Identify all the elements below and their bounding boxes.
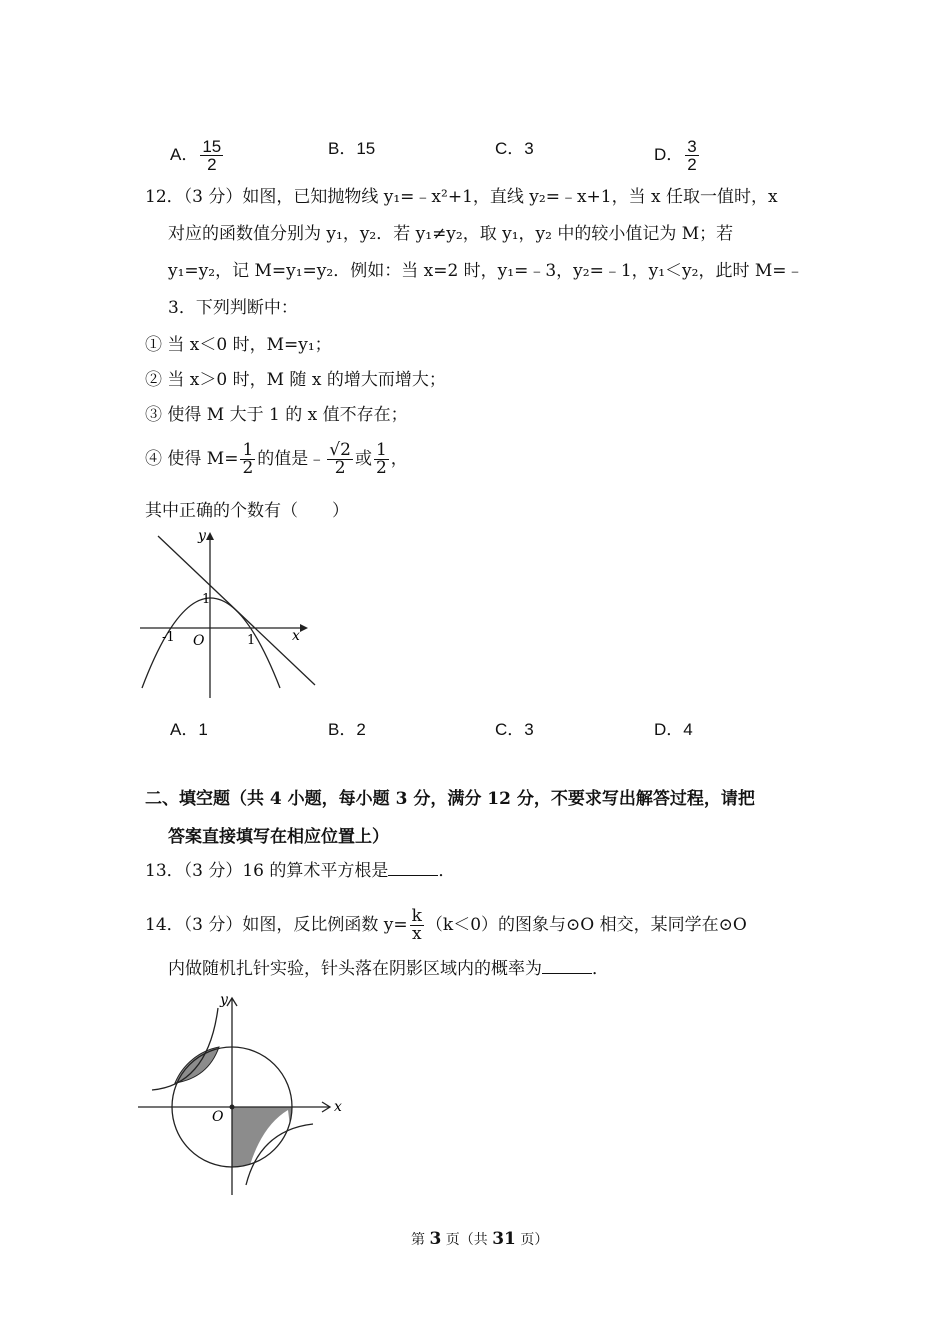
label-y: y (198, 528, 206, 544)
q12-option-c: C．3 (495, 720, 534, 739)
q12-item-1: ① 当 x＜0 时，M=y₁； (145, 335, 332, 355)
q12-option-b: B．2 (328, 720, 366, 739)
q11-option-a: A． $\frac{15}{2}$ (170, 137, 222, 174)
q12-item-3: ③ 使得 M 大于 1 的 x 值不存在； (145, 405, 408, 425)
label-neg-one: -1 (162, 630, 175, 645)
page-footer: 第 3 页（共 31 页） (411, 1229, 549, 1249)
fraction: $\frac{1}{2}$ (242, 440, 254, 478)
label-y-one: 1 (202, 592, 211, 607)
q12-question: 其中正确的个数有（ ） (145, 501, 349, 521)
label-x-one: 1 (247, 633, 256, 648)
section-2-heading: 二、填空题（共 4 小题，每小题 3 分，满分 12 分，不要求写出解答过程，请把 (145, 789, 755, 809)
origin-dot (230, 1105, 235, 1110)
shaded-region-top-left (175, 1047, 219, 1083)
q12-option-a: A．1 (170, 720, 208, 739)
q12-line-1: 12．（3 分）如图，已知抛物线 y₁=﹣x²+1，直线 y₂=﹣x+1，当 x 任取一值时，x (145, 187, 778, 207)
q12-option-d: D．4 (654, 720, 693, 739)
q12-item-2: ② 当 x＞0 时，M 随 x 的增大而增大； (145, 370, 446, 390)
answer-blank (388, 861, 438, 876)
q12-line-4: 3．下列判断中： (168, 298, 298, 318)
q12-item-4: ④ 使得 M= $\frac{1}{2}$ 的值是﹣ $\frac{√2}{2}$ 或 $\frac{1}{2}$ ， (145, 440, 408, 478)
y-axis-arrow (206, 532, 214, 540)
q11-option-d: D． $\frac{3}{2}$ (654, 137, 697, 174)
label-y: y (220, 992, 228, 1008)
line-y2 (158, 536, 315, 685)
answer-blank (542, 959, 592, 974)
label-x: x (292, 628, 300, 644)
label-origin: O (212, 1109, 224, 1125)
parabola-line-graph (140, 528, 320, 700)
x-axis-arrow (300, 624, 308, 632)
fraction: $\frac{15}{2}$ (202, 137, 222, 174)
section-2-heading-cont: 答案直接填写在相应位置上） (168, 827, 389, 847)
q12-line-3: y₁=y₂，记 M=y₁=y₂．例如：当 x=2 时，y₁=﹣3，y₂=﹣1，y₁＜y₂，此时 M=﹣ (168, 261, 804, 281)
q11-option-c: C．3 (495, 139, 534, 158)
fraction: $\frac{k}{x}$ (411, 906, 422, 944)
fraction: $\frac{√2}{2}$ (329, 440, 351, 478)
fraction: $\frac{3}{2}$ (687, 137, 697, 174)
circle-hyperbola-graph (138, 990, 353, 1200)
fraction: $\frac{1}{2}$ (375, 440, 387, 478)
q12-line-2: 对应的函数值分别为 y₁，y₂．若 y₁≠y₂，取 y₁，y₂ 中的较小值记为 M；若 (168, 224, 734, 244)
q14-line-1: 14．（3 分）如图，反比例函数 y= $\frac{k}{x}$ （k＜0）的图象与⊙O 相交，某同学在⊙O (145, 906, 747, 944)
q14-line-2: 内做随机扎针实验，针头落在阴影区域内的概率为 ． (168, 959, 609, 979)
q11-option-b: B．15 (328, 139, 376, 158)
label-x: x (334, 1099, 342, 1115)
hyperbola-branch-top-left (152, 1008, 218, 1090)
label-origin: O (193, 633, 205, 649)
q13: 13．（3 分）16 的算术平方根是 ． (145, 861, 456, 881)
